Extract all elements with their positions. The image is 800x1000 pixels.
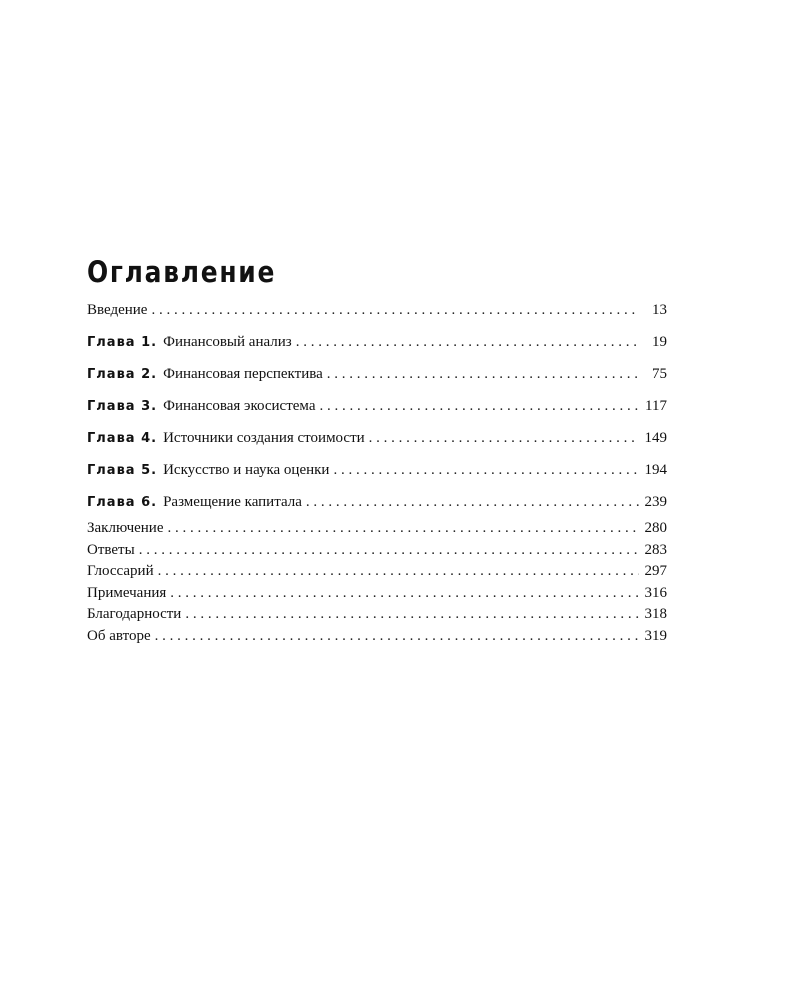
page-number: 297: [644, 563, 667, 580]
entry-title: Финансовая экосистема: [163, 398, 316, 414]
toc-entry[interactable]: [87, 486, 667, 518]
toc-entry[interactable]: [87, 626, 667, 648]
entry-title: Об авторе: [87, 627, 151, 644]
toc-entry[interactable]: [87, 540, 667, 562]
toc-entry[interactable]: [87, 326, 667, 358]
dot-leader: [333, 454, 639, 486]
entry-title: Искусство и наука оценки: [163, 462, 330, 478]
toc-entry[interactable]: [87, 390, 667, 422]
chapter-label: Глава 1.: [87, 335, 158, 350]
chapter-label: Глава 6.: [87, 495, 158, 510]
entry-title: Источники создания стоимости: [163, 430, 365, 446]
entry-title: Финансовая перспектива: [163, 366, 323, 382]
chapter-label: Глава 2.: [87, 367, 158, 382]
chapter-label: Глава 3.: [87, 399, 158, 414]
entry-title: Глоссарий: [87, 563, 154, 580]
page-number: 283: [644, 541, 667, 558]
dot-leader: [369, 422, 639, 454]
toc-list: [87, 294, 667, 648]
page-number: 319: [644, 627, 667, 644]
dot-leader: [139, 540, 639, 562]
dot-leader: [155, 626, 639, 648]
entry-title: Введение: [87, 302, 148, 318]
page-number: 149: [644, 430, 667, 446]
toc-entry[interactable]: [87, 454, 667, 486]
page-number: 19: [652, 334, 667, 350]
chapter-label: Глава 5.: [87, 463, 158, 478]
table-of-contents: [87, 252, 667, 648]
dot-leader: [168, 518, 640, 540]
toc-entry[interactable]: [87, 422, 667, 454]
dot-leader: [327, 358, 639, 390]
chapter-label: Глава 4.: [87, 431, 158, 446]
toc-entry[interactable]: [87, 561, 667, 583]
entry-title: Заключение: [87, 520, 164, 536]
dot-leader: [296, 326, 639, 358]
page-number: 117: [645, 398, 667, 414]
entry-title: Благодарности: [87, 606, 182, 623]
page-number: 318: [644, 606, 667, 623]
page-number: 13: [652, 302, 667, 318]
page-number: 239: [644, 494, 667, 510]
dot-leader: [185, 604, 639, 626]
toc-entry[interactable]: [87, 583, 667, 605]
entry-title: Примечания: [87, 584, 167, 601]
dot-leader: [151, 294, 639, 326]
page-number: 194: [644, 462, 667, 478]
toc-entry[interactable]: [87, 604, 667, 626]
dot-leader: [170, 583, 639, 605]
entry-title: Ответы: [87, 541, 135, 558]
page-number: 75: [652, 366, 667, 382]
entry-title: Финансовый анализ: [163, 334, 292, 350]
toc-entry[interactable]: [87, 294, 667, 326]
page-number: 280: [644, 520, 667, 536]
page-title: Оглавление: [87, 255, 277, 289]
toc-entry[interactable]: [87, 358, 667, 390]
dot-leader: [158, 561, 639, 583]
toc-entry[interactable]: [87, 518, 667, 540]
entry-title: Размещение капитала: [163, 494, 302, 510]
page-number: 316: [644, 584, 667, 601]
dot-leader: [306, 486, 639, 518]
dot-leader: [319, 390, 639, 422]
